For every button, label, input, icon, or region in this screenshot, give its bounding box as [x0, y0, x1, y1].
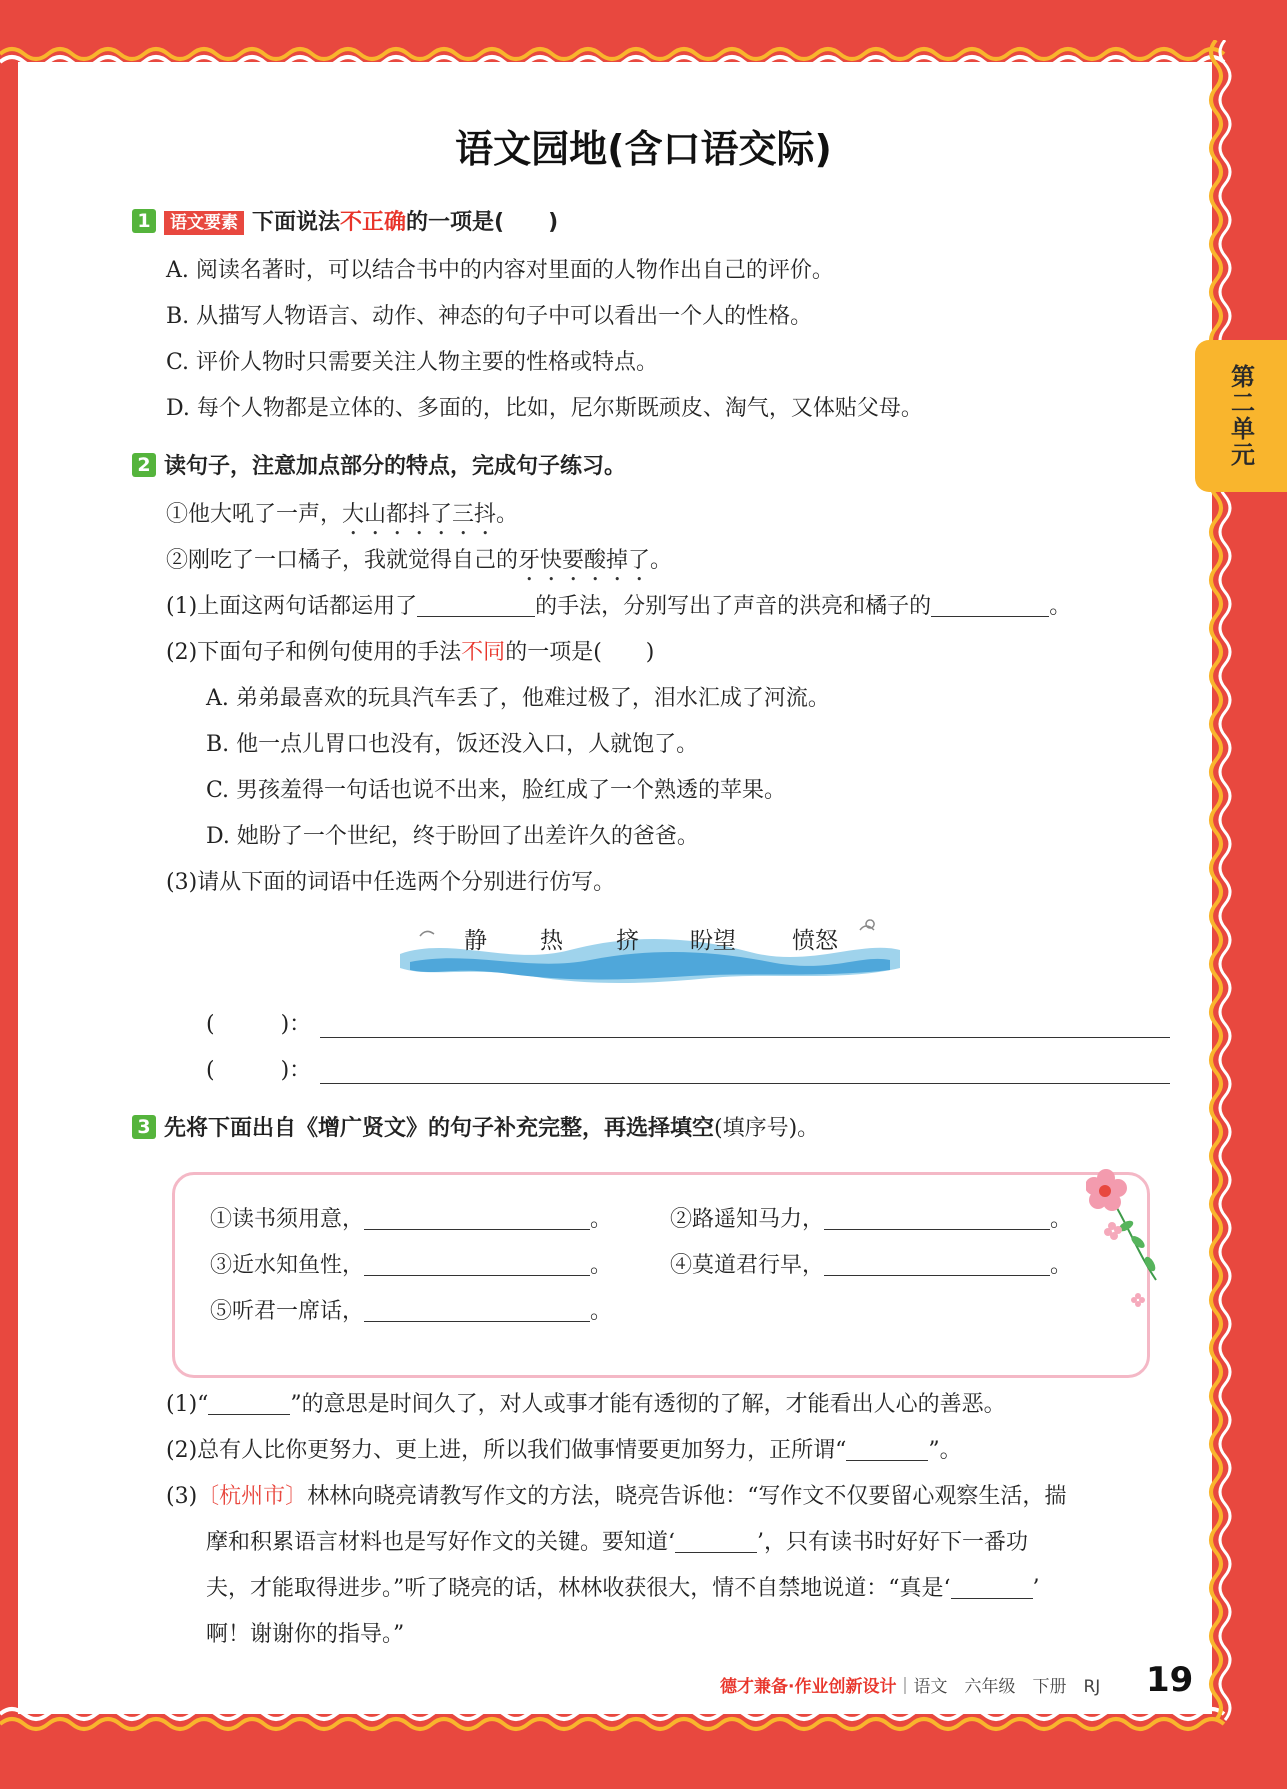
q3-stem-main: 先将下面出自《增广贤文》的句子补充完整，再选择填空 — [164, 1116, 715, 1141]
q3-p2-a: (2)总有人比你更努力、更上进，所以我们做事情要更加努力，正所谓“ — [166, 1438, 847, 1463]
q3-p3-city: 〔杭州市〕 — [197, 1484, 308, 1509]
q3-number: 3 — [132, 1115, 156, 1139]
q2-part-1 — [166, 592, 1071, 622]
q1-stem-post: 的一项是( ) — [406, 210, 559, 235]
unit-tab-label: 第二单元 — [1226, 364, 1255, 468]
q2-s1-pre: ①他大吼了一声， — [166, 502, 343, 527]
flower-decoration-icon — [1086, 1160, 1166, 1310]
proverb-4-text: ④莫道君行早， — [670, 1253, 825, 1278]
q3-stem-note: (填序号)。 — [714, 1116, 820, 1141]
proverb-3-blank[interactable] — [364, 1253, 590, 1276]
right-wave-border — [1208, 40, 1234, 1730]
footer-brand-name: 德才兼备·作业创新设计 — [720, 1677, 897, 1697]
q2-p2-pre: (2)下面句子和例句使用的手法 — [166, 640, 462, 665]
unit-side-tab — [1195, 340, 1287, 492]
answer-line-1-label: ( )： — [206, 1012, 312, 1037]
q1-option-c: C. 评价人物时只需要关注人物主要的性格或特点。 — [166, 350, 659, 375]
q2-option-d: D. 她盼了一个世纪，终于盼回了出差许久的爸爸。 — [206, 824, 699, 849]
q2-number: 2 — [132, 453, 156, 477]
q2-stem — [132, 452, 626, 482]
q2-s2-post: 。 — [650, 548, 673, 573]
proverb-4 — [670, 1251, 1072, 1281]
q2-sentence-1 — [166, 500, 518, 540]
proverb-1-blank[interactable] — [364, 1207, 590, 1230]
q1-stem-pre: 下面说法 — [252, 210, 341, 235]
q3-part-3-line-4: 啊！谢谢你的指导。” — [206, 1622, 405, 1647]
q2-s1-dotted: 大山都抖了三抖 — [342, 502, 497, 527]
q2-option-a: A. 弟弟最喜欢的玩具汽车丢了，他难过极了，泪水汇成了河流。 — [206, 686, 830, 711]
answer-line-1[interactable] — [320, 1037, 1170, 1038]
footer-brand — [720, 1672, 1100, 1697]
proverb-5 — [210, 1297, 612, 1327]
answer-line-2-label: ( )： — [206, 1058, 312, 1083]
bottom-wave-border — [0, 1702, 1287, 1738]
proverb-2-end: 。 — [1050, 1207, 1073, 1232]
q2-s1-post: 。 — [496, 502, 519, 527]
word-2: 热 — [540, 928, 563, 954]
q3-part-1 — [166, 1390, 1006, 1420]
q3-p2-blank[interactable] — [846, 1438, 928, 1461]
q2-p2-red: 不同 — [461, 640, 506, 665]
q1-stem — [132, 208, 558, 238]
proverb-3-text: ③近水知鱼性， — [210, 1253, 365, 1278]
q1-stem-red: 不正确 — [340, 210, 407, 235]
q3-p3-f: ’ — [1032, 1576, 1040, 1601]
proverb-1-text: ①读书须用意， — [210, 1207, 365, 1232]
q3-p1-blank[interactable] — [208, 1392, 290, 1415]
q2-p1-blank-1[interactable] — [417, 594, 535, 617]
q3-part-3-line-1 — [166, 1482, 1066, 1512]
q3-p3-c: 摩和积累语言材料也是写好作文的关键。要知道‘ — [206, 1530, 675, 1555]
q2-stem-text: 读句子，注意加点部分的特点，完成句子练习。 — [164, 454, 627, 479]
page-number: 19 — [1146, 1660, 1194, 1700]
word-5: 愤怒 — [792, 928, 838, 954]
q3-p3-a: (3) — [166, 1484, 198, 1509]
q1-option-d: D. 每个人物都是立体的、多面的，比如，尼尔斯既顽皮、淘气，又体贴父母。 — [166, 396, 923, 421]
proverb-5-end: 。 — [590, 1299, 613, 1324]
q3-p3-blank-2[interactable] — [951, 1576, 1033, 1599]
proverb-2-blank[interactable] — [824, 1207, 1050, 1230]
proverb-4-blank[interactable] — [824, 1253, 1050, 1276]
q2-part-3: (3)请从下面的词语中任选两个分别进行仿写。 — [166, 870, 616, 895]
page-title: 语文园地(含口语交际) — [455, 127, 832, 171]
q2-p1-a: (1)上面这两句话都运用了 — [166, 594, 418, 619]
q2-s2-dotted: 牙快要酸掉了 — [518, 548, 651, 573]
q3-part-3-line-3 — [206, 1574, 1040, 1604]
q3-p3-e: 夫，才能取得进步。”听了晓亮的话，林林收获很大，情不自禁地说道：“真是‘ — [206, 1576, 951, 1601]
q3-p3-b: 林林向晓亮请教写作文的方法，晓亮告诉他：“写作文不仅要留心观察生活，揣 — [307, 1484, 1067, 1509]
q3-p3-blank-1[interactable] — [675, 1530, 757, 1553]
answer-line-2[interactable] — [320, 1083, 1170, 1084]
q2-part-2 — [166, 638, 654, 668]
q3-part-2 — [166, 1436, 962, 1466]
proverb-2-text: ②路遥知马力， — [670, 1207, 825, 1232]
q3-p2-b: ”。 — [928, 1438, 962, 1463]
q2-p1-c: 。 — [1049, 594, 1072, 619]
q1-tag: 语文要素 — [164, 211, 244, 235]
q3-p1-a: (1)“ — [166, 1392, 209, 1417]
q3-part-3-line-2 — [206, 1528, 1028, 1558]
q3-p3-d: ’，只有读书时好好下一番功 — [757, 1530, 1028, 1555]
proverb-4-end: 。 — [1050, 1253, 1073, 1278]
q2-p1-blank-2[interactable] — [931, 594, 1049, 617]
q1-option-b: B. 从描写人物语言、动作、神态的句子中可以看出一个人的性格。 — [166, 304, 813, 329]
q2-p1-b: 的手法，分别写出了声音的洪亮和橘子的 — [535, 594, 932, 619]
q2-option-c: C. 男孩羞得一句话也说不出来，脸红成了一个熟透的苹果。 — [206, 778, 787, 803]
q2-p2-post: 的一项是( ) — [505, 640, 655, 665]
proverb-5-blank[interactable] — [364, 1299, 590, 1322]
proverb-3-end: 。 — [590, 1253, 613, 1278]
proverb-2 — [670, 1205, 1072, 1235]
word-4: 盼望 — [690, 928, 736, 954]
footer-info: ｜语文 六年级 下册 RJ — [896, 1677, 1101, 1697]
q2-s2-pre: ②刚吃了一口橘子，我就觉得自己的 — [166, 548, 519, 573]
proverb-1 — [210, 1205, 612, 1235]
q3-p1-b: ”的意思是时间久了，对人或事才能有透彻的了解，才能看出人心的善恶。 — [290, 1392, 1006, 1417]
word-1: 静 — [464, 928, 487, 954]
q2-sentence-2 — [166, 546, 672, 586]
q1-number: 1 — [132, 209, 156, 233]
q3-stem — [132, 1114, 819, 1144]
word-3: 挤 — [616, 928, 639, 954]
q1-option-a: A. 阅读名著时，可以结合书中的内容对里面的人物作出自己的评价。 — [166, 258, 834, 283]
proverb-3 — [210, 1251, 612, 1281]
q2-option-b: B. 他一点儿胃口也没有，饭还没入口，人就饱了。 — [206, 732, 699, 757]
proverb-5-text: ⑤听君一席话， — [210, 1299, 365, 1324]
proverb-1-end: 。 — [590, 1207, 613, 1232]
